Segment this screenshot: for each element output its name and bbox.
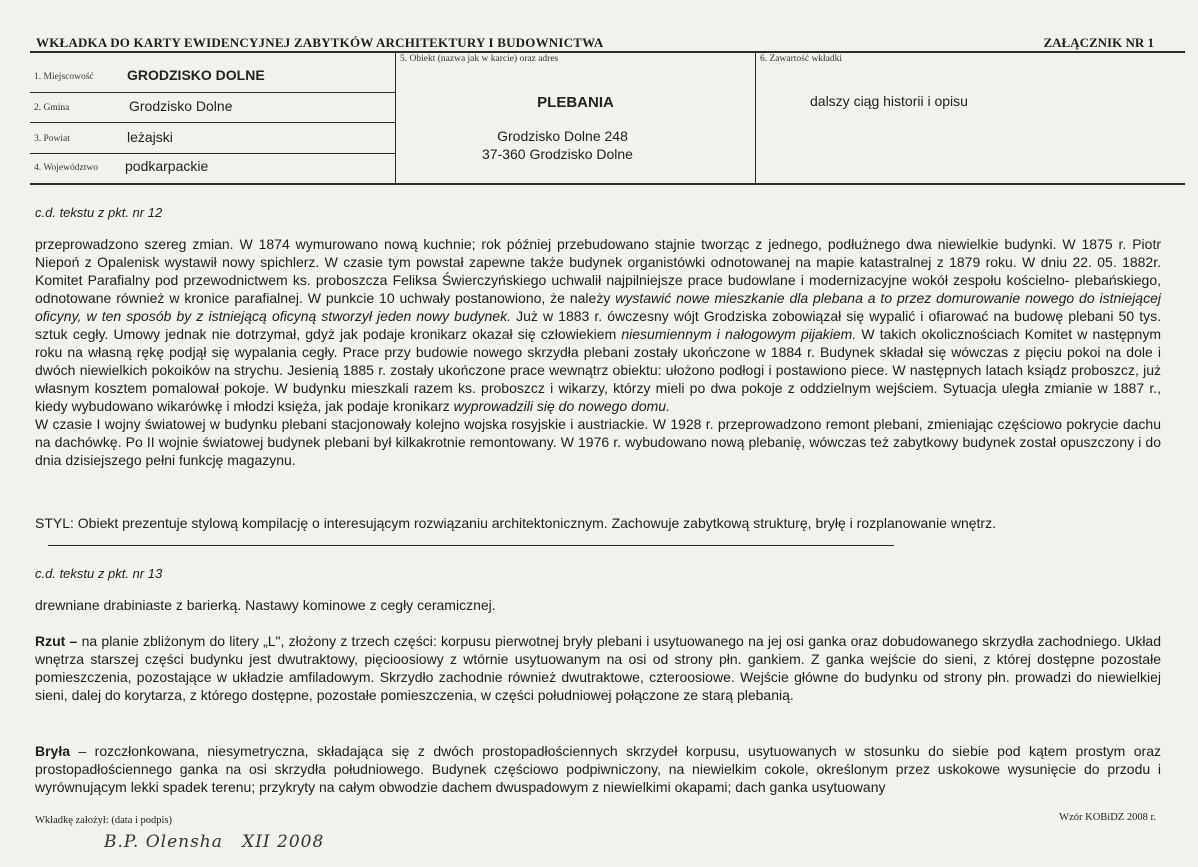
rzut-paragraph: [35, 632, 1161, 704]
obiekt-address-line2: 37-360 Grodzisko Dolne: [482, 146, 633, 162]
zawartosc-label: 6. Zawartość wkładki: [760, 54, 843, 64]
row-rule-1: [30, 92, 395, 93]
row-rule-3: [30, 153, 395, 154]
bryla-label: Bryła: [35, 743, 71, 759]
s1p1-italic-3: wyprowadzili się do nowego domu.: [453, 398, 670, 414]
section2-ref: c.d. tekstu z pkt. nr 13: [35, 566, 163, 581]
rzut-label: Rzut –: [35, 633, 78, 649]
gmina-label: 2. Gmina: [34, 103, 70, 113]
miejscowosc-label: 1. Miejscowość: [34, 72, 94, 82]
section2-paragraph1: drewniane drabiniaste z barierką. Nastawy kominowe z cegły ceramicznej.: [35, 597, 496, 613]
section1-paragraph1: [35, 235, 1161, 469]
section1-ref: c.d. tekstu z pkt. nr 12: [35, 205, 163, 220]
s1p1-part-b: Już w 1883 r. ówczesny wójt Grodziska zobowiązał się wypalić i ofiarować na budowę plebani 50 tys. sztuk cegły. Umowy jednak nie dotrzymał, gdyż jak podaje kronikarz okazał się człowiekiem: [35, 308, 1161, 342]
s1p1-part-c: W takich okolicznościach Komitet w następnym roku na własną rękę podjął się wypalania cegły. Prace przy budowie nowego skrzydła plebani zostały ukończone w 1884 r. Budynek składał się wówczas z pięciu pokoi na dole i dwóch niewielkich pokoików na strychu. Jesienią 1885 r. zostały ukończone prace wewnątrz obiektu: ułożono podłogi i postawiono piece. W następnych latach ksiądz proboszcz, już własnym kosztem pomalował pokoje. W budynku mieszkali razem ks. proboszcz i wikarzy, którzy mieli po dwa pokoje z oddzielnym wejściem. Sytuacja uległa zmianie w 1887 r., kiedy wybudowano wikarówkę i młodzi księża, jak podaje kronikarz: [35, 326, 1161, 414]
footer-template-version: Wzór KOBiDZ 2008 r.: [1059, 812, 1156, 823]
header-bottom-rule: [30, 183, 1185, 185]
section1-paragraph2: W czasie I wojny światowej w budynku plebani stacjonowały kolejno wojska rosyjskie i austriackie. W 1928 r. przeprowadzono remont plebani, zmieniając częściowo pokrycie dachu na dachówkę. Po II wojnie światowej budynek plebani był kilkakrotnie remontowany. W 1976 r. wybudowano nową plebanię, wówczas też zabytkowy budynek został opuszczony i do dnia dzisiejszego pełni funkcję magazynu.: [35, 416, 1161, 468]
obiekt-label: 5. Obiekt (nazwa jak w karcie) oraz adres: [400, 54, 559, 64]
wojewodztwo-label: 4. Województwo: [34, 163, 98, 173]
s1p1-italic-2: niesumiennym i nałogowym pijakiem.: [621, 326, 857, 342]
header-top-rule: [30, 51, 1185, 53]
powiat-label: 3. Powiat: [34, 134, 70, 144]
footer-created-by: Wkładkę założył: (data i podpis): [35, 815, 173, 826]
rzut-text: na planie zbliżonym do litery „L", złożony z trzech części: korpusu pierwotnej bryły plebani i usytuowanego na jej osi ganka oraz dobudowanego skrzydła zachodniego. Układ wnętrza starszej części budynku jest dwutraktowy, pięcioosiowy z wtórnie usytuowanym na osi od strony płn. gankiem. Z ganka wejście do sieni, z której dostępne pozostałe pomieszczenia, pozostające w układzie amfiladowym. Skrzydło zachodnie również dwutraktowe, czteroosiowe. Wejście główne do budynku od strony płn. prowadzi do niewielkiej sieni, dalej do korytarza, z którego dostępne, pozostałe pomieszczenia, w części południowej połączone ze starą plebanią.: [35, 633, 1162, 703]
styl-paragraph: STYL: Obiekt prezentuje stylową kompilację o interesującym rozwiązaniu architektonicznym. Zachowuje zabytkową strukturę, bryłę i rozplanowanie wnętrz.: [35, 515, 996, 531]
bryla-paragraph: [35, 742, 1161, 796]
handwritten-signature: B.P. Olensha XII 2008: [104, 832, 325, 852]
powiat-value: leżajski: [127, 129, 173, 145]
s1p1-italic-1: wystawić nowe mieszkanie dla plebana a to przez domurowanie nowego do istniejącej oficyny, w ten sposób by z istniejącą oficyną stworzył jeden nowy budynek.: [35, 290, 1161, 324]
form-title: WKŁADKA DO KARTY EWIDENCYJNEJ ZABYTKÓW ARCHITEKTURY I BUDOWNICTWA: [36, 35, 604, 50]
annex-number: ZAŁĄCZNIK NR 1: [1043, 35, 1154, 50]
s1p1-part-a: przeprowadzono szereg zmian. W 1874 wymurowano nową kuchnie; rok później przebudowano stajnie tworząc z jednego, podłużnego dwa niewielkie budynki. W 1875 r. Piotr Niepoń z Opalenisk wystawił nowy spichlerz. W czasie tym powstał zapewne także budynek organistówki odnotowanej na mapie katastralnej z 1879 roku. W dniu 22. 05. 1882r. Komitet Parafialny pod przewodnictwem ks. proboszcza Feliksa Świerczyńskiego uchwalił najpilniejsze prace budowlane i modernizacyjne wokół zespołu kościelno- plebańskiego, odnotowane również w kronice parafialnej. W punkcie 10 uchwały postanowiono, że należy: [35, 236, 1161, 306]
col-divider-2: [755, 52, 756, 183]
wojewodztwo-value: podkarpackie: [125, 158, 209, 174]
row-rule-2: [30, 122, 395, 123]
obiekt-address-line1: Grodzisko Dolne 248: [497, 128, 628, 144]
gmina-value: Grodzisko Dolne: [129, 98, 233, 114]
obiekt-name: PLEBANIA: [537, 94, 614, 111]
col-divider-1: [395, 52, 396, 183]
section-divider: [48, 545, 894, 546]
bryla-text: – rozczłonkowana, niesymetryczna, składająca się z dwóch prostopadłościennych skrzydeł korpusu, usytuowanych w stosunku do siebie pod kątem prostym oraz prostopadłościennego ganka na osi skrzydła południowego. Budynek częściowo podpiwniczony, na niewielkim cokole, określonym przez uskokowe wysunięcie do przodu i wyrównującym lekki spadek terenu; przykryty na całym obwodzie dachem dwuspadowym z niewielkimi okapami; dach ganka usytuowany: [35, 743, 1161, 795]
zawartosc-value: dalszy ciąg historii i opisu: [810, 93, 968, 109]
miejscowosc-value: GRODZISKO DOLNE: [127, 67, 265, 83]
